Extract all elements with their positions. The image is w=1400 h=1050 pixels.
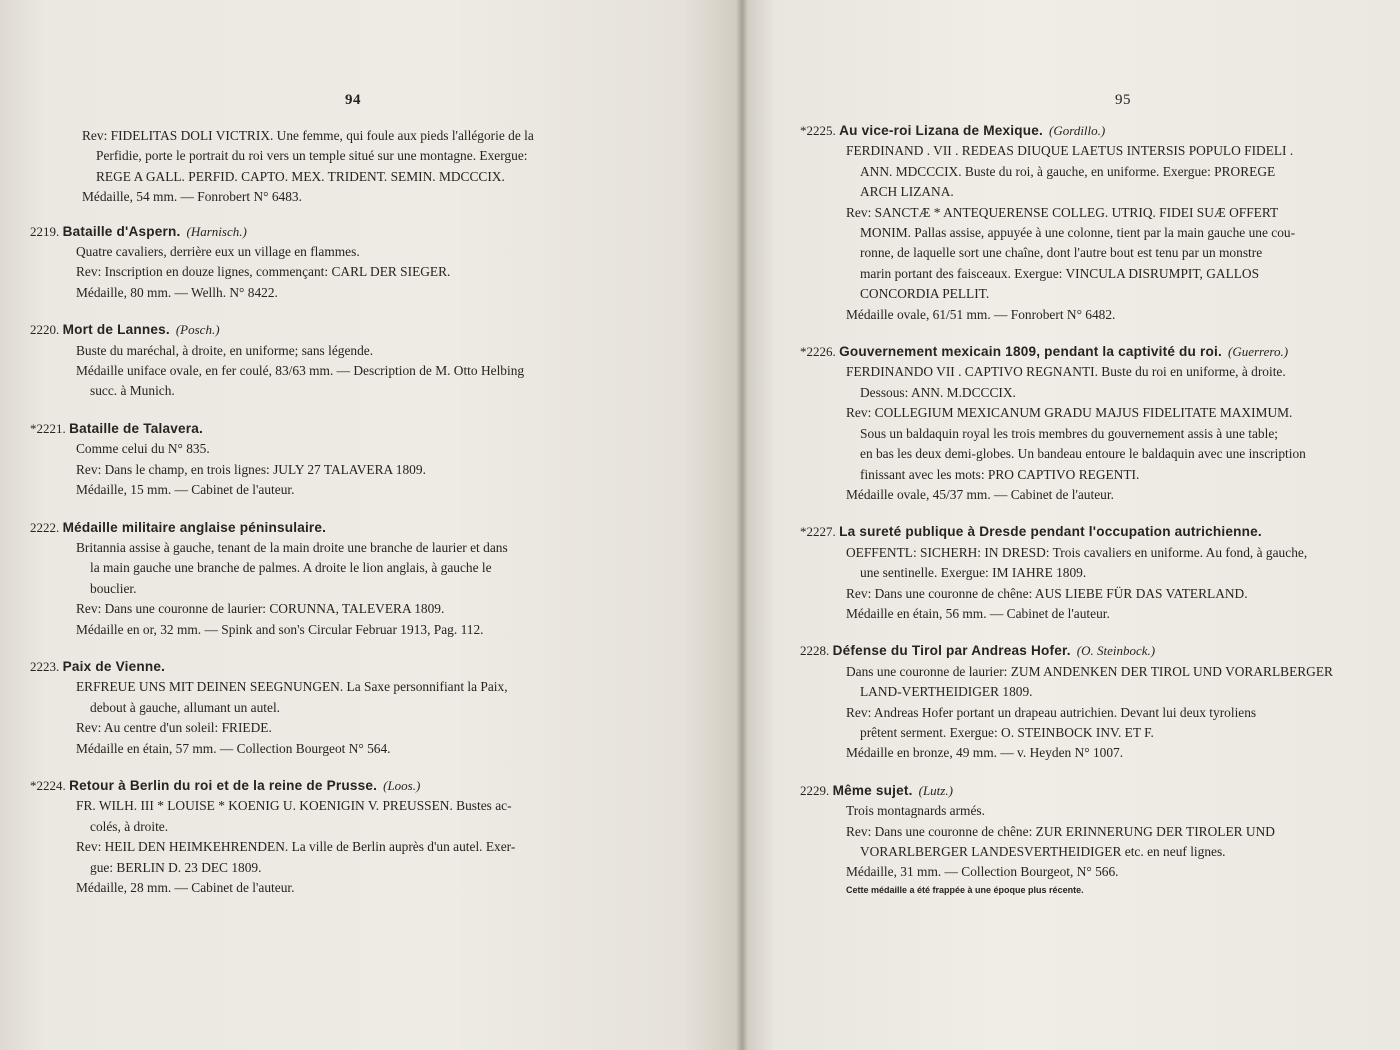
entry-number: *2227. — [800, 524, 836, 540]
entry-title: Mort de Lannes. — [62, 322, 170, 338]
text-line: colés, à droite. — [90, 818, 169, 834]
entry-body — [30, 796, 630, 898]
text-line: ronne, de laquelle sort une chaîne, dont l'autre bout est tenu par un monstre — [860, 245, 1263, 261]
entry-title: Retour à Berlin du roi et de la reine de Prusse. — [69, 777, 378, 793]
entry-heading — [30, 320, 630, 340]
catalog-entry — [30, 419, 630, 501]
entry-body — [30, 538, 630, 640]
catalog-entry — [30, 776, 630, 898]
entry-artist: (Harnisch.) — [186, 223, 247, 239]
text-line: Trois montagnards armés. — [846, 803, 985, 819]
entry-number: *2221. — [30, 420, 66, 436]
entry-heading — [30, 222, 630, 242]
text-line: Médaille, 31 mm. — Collection Bourgeot, N° 566. — [846, 864, 1119, 880]
text-line: ERFREUE UNS MIT DEINEN SEEGNUNGEN. La Saxe personnifiant la Paix, — [76, 679, 508, 695]
entry-heading — [800, 781, 1386, 801]
text-line: Médaille, 15 mm. — Cabinet de l'auteur. — [76, 482, 295, 498]
text-line: Dans une couronne de laurier: ZUM ANDENKEN DER TIROL UND VORARLBERGER — [846, 663, 1333, 679]
text-line: Rev: Dans une couronne de laurier: CORUNNA, TALEVERA 1809. — [76, 601, 445, 617]
entry-title: Au vice-roi Lizana de Mexique. — [839, 123, 1044, 138]
entry-body — [800, 801, 1386, 897]
entry-number: *2224. — [30, 777, 66, 793]
entry-title: Même sujet. — [832, 782, 913, 798]
entry-body — [800, 362, 1386, 505]
entry-artist: (Posch.) — [175, 322, 220, 338]
catalog-entry — [30, 518, 630, 640]
text-line: la main gauche une branche de palmes. A droite le lion anglais, à gauche le — [90, 560, 492, 576]
entry-number: 2220. — [30, 322, 60, 338]
text-line: Rev: FIDELITAS DOLI VICTRIX. Une femme, qui foule aux pieds l'allégorie de la — [82, 128, 534, 143]
entry-list — [30, 222, 630, 899]
catalog-entry — [800, 522, 1386, 624]
entry-heading — [800, 342, 1386, 362]
text-line: Rev: Andreas Hofer portant un drapeau autrichien. Devant lui deux tyroliens — [846, 704, 1257, 720]
catalog-entry — [30, 222, 630, 304]
entry-heading — [30, 518, 630, 538]
entry-artist: (Lutz.) — [918, 782, 953, 798]
text-line: prêtent serment. Exergue: O. STEINBOCK INV. ET F. — [860, 724, 1154, 740]
text-line: Britannia assise à gauche, tenant de la main droite une branche de laurier et dans — [76, 539, 508, 555]
entry-heading — [800, 641, 1386, 661]
catalog-entry — [30, 657, 630, 759]
entry-heading — [30, 419, 630, 439]
entry-heading — [30, 776, 630, 796]
entry-body — [30, 439, 630, 500]
page-number-right: 95 — [1115, 92, 1131, 108]
right-page-entries — [800, 121, 1386, 914]
entry-title: Paix de Vienne. — [62, 658, 166, 674]
entry-body — [30, 341, 630, 402]
entry-body — [800, 543, 1386, 625]
text-line: Buste du maréchal, à droite, en uniforme; sans légende. — [76, 342, 374, 358]
text-line: debout à gauche, allumant un autel. — [90, 699, 281, 715]
entry-title: Bataille d'Aspern. — [62, 223, 181, 239]
entry-artist: (O. Steinbock.) — [1076, 643, 1156, 659]
text-line: ANN. MDCCCIX. Buste du roi, à gauche, en uniforme. Exergue: PROREGE — [860, 163, 1276, 179]
text-line: REGE A GALL. PERFID. CAPTO. MEX. TRIDENT. SEMIN. MDCCCIX. — [96, 168, 505, 184]
text-line: Rev: Inscription en douze lignes, commençant: CARL DER SIEGER. — [76, 264, 451, 280]
text-line: Sous un baldaquin royal les trois membres du gouvernement assis à une table; — [860, 425, 1278, 441]
text-line: Rev: HEIL DEN HEIMKEHRENDEN. La ville de Berlin auprès d'un autel. Exer- — [76, 839, 516, 855]
entry-list — [800, 121, 1386, 897]
entry-number: *2225. — [800, 123, 836, 138]
text-line: succ. à Munich. — [90, 383, 175, 399]
text-line: finissant avec les mots: PRO CAPTIVO REGENTI. — [860, 466, 1140, 482]
text-line: en bas les deux demi-globes. Un bandeau entoure le baldaquin avec une inscription — [860, 446, 1306, 462]
entry-body — [800, 662, 1386, 764]
entry-title: Gouvernement mexicain 1809, pendant la captivité du roi. — [839, 344, 1222, 360]
entry-body — [30, 677, 630, 759]
text-line: Médaille en étain, 57 mm. — Collection Bourgeot N° 564. — [76, 740, 391, 756]
text-line: LAND-VERTHEIDIGER 1809. — [860, 684, 1033, 700]
page-number-left: 94 — [345, 92, 361, 108]
text-line: ARCH LIZANA. — [860, 184, 954, 200]
entry-heading — [30, 657, 630, 677]
text-line: CONCORDIA PELLIT. — [860, 286, 990, 302]
catalog-entry — [800, 781, 1386, 897]
text-line: Médaille en bronze, 49 mm. — v. Heyden N° 1007. — [846, 745, 1124, 761]
entry-number: 2228. — [800, 643, 830, 659]
text-line: Rev: Dans une couronne de chêne: AUS LIEBE FÜR DAS VATERLAND. — [846, 585, 1248, 601]
book-gutter — [736, 0, 748, 1050]
text-line: Dessous: ANN. M.DCCCIX. — [860, 384, 1016, 400]
text-line: Médaille ovale, 45/37 mm. — Cabinet de l'auteur. — [846, 486, 1114, 502]
entry-title: Bataille de Talavera. — [69, 420, 204, 436]
text-line: OEFFENTL: SICHERH: IN DRESD: Trois cavaliers en uniforme. Au fond, à gauche, — [846, 544, 1308, 560]
text-line: Médaille, 28 mm. — Cabinet de l'auteur. — [76, 880, 295, 895]
entry-artist: (Loos.) — [383, 777, 421, 793]
text-line: Rev: Dans le champ, en trois lignes: JULY 27 TALAVERA 1809. — [76, 461, 426, 477]
left-page-entries — [30, 126, 630, 915]
entry-heading — [800, 121, 1386, 141]
catalog-entry — [30, 320, 630, 402]
entry-number: 2223. — [30, 658, 60, 674]
text-line: Médaille en étain, 56 mm. — Cabinet de l'auteur. — [846, 605, 1110, 621]
text-line: Comme celui du N° 835. — [76, 441, 210, 457]
text-line: Rev: Au centre d'un soleil: FRIEDE. — [76, 720, 272, 736]
right-page — [742, 0, 1400, 1050]
entry-number: *2226. — [800, 344, 836, 360]
entry-body — [30, 242, 630, 303]
text-line: Quatre cavaliers, derrière eux un village en flammes. — [76, 244, 360, 260]
text-line: FERDINANDO VII . CAPTIVO REGNANTI. Buste du roi en uniforme, à droite. — [846, 364, 1286, 380]
catalog-entry — [800, 342, 1386, 505]
entry-artist: (Guerrero.) — [1228, 344, 1289, 360]
text-line: gue: BERLIN D. 23 DEC 1809. — [90, 859, 262, 875]
text-line: Médaille ovale, 61/51 mm. — Fonrobert N° 6482. — [846, 306, 1116, 322]
entry-title: Défense du Tirol par Andreas Hofer. — [832, 643, 1071, 659]
text-line: Perfidie, porte le portrait du roi vers un temple situé sur une montagne. Exergue: — [96, 148, 528, 164]
text-line: une sentinelle. Exergue: IM IAHRE 1809. — [860, 565, 1087, 581]
entry-title: La sureté publique à Dresde pendant l'occupation autrichienne. — [839, 524, 1262, 540]
entry-footnote: Cette médaille a été frappée à une époque plus récente. — [846, 884, 1084, 895]
entry-title: Médaille militaire anglaise péninsulaire. — [62, 519, 327, 535]
text-line: Médaille, 80 mm. — Wellh. N° 8422. — [76, 284, 278, 300]
text-line: Médaille, 54 mm. — Fonrobert N° 6483. — [82, 189, 302, 205]
entry-number: 2219. — [30, 223, 60, 239]
entry-body — [800, 141, 1386, 325]
text-line: Rev: Dans une couronne de chêne: ZUR ERINNERUNG DER TIROLER UND — [846, 823, 1275, 839]
continued-entry — [30, 126, 630, 208]
text-line: FR. WILH. III * LOUISE * KOENIG U. KOENIGIN V. PREUSSEN. Bustes ac- — [76, 798, 512, 814]
text-line: VORARLBERGER LANDESVERTHEIDIGER etc. en neuf lignes. — [860, 844, 1226, 859]
text-line: FERDINAND . VII . REDEAS DIUQUE LAETUS INTERSIS POPULO FIDELI . — [846, 143, 1294, 159]
catalog-entry — [800, 641, 1386, 763]
text-line: MONIM. Pallas assise, appuyée à une colonne, tient par la main gauche une cou- — [860, 225, 1296, 241]
entry-number: 2229. — [800, 782, 830, 798]
text-line: Rev: SANCTÆ * ANTEQUERENSE COLLEG. UTRIQ. FIDEI SUÆ OFFERT — [846, 204, 1279, 220]
text-line: Médaille uniface ovale, en fer coulé, 83/63 mm. — Description de M. Otto Helbing — [76, 363, 525, 379]
text-line: Médaille en or, 32 mm. — Spink and son's Circular Februar 1913, Pag. 112. — [76, 621, 484, 637]
entry-number: 2222. — [30, 519, 60, 535]
entry-heading — [800, 522, 1386, 542]
text-line: bouclier. — [90, 580, 137, 596]
entry-artist: (Gordillo.) — [1049, 123, 1106, 138]
catalog-entry — [800, 121, 1386, 325]
text-line: marin portant des faisceaux. Exergue: VINCULA DISRUMPIT, GALLOS — [860, 265, 1260, 281]
text-line: Rev: COLLEGIUM MEXICANUM GRADU MAJUS FIDELITATE MAXIMUM. — [846, 405, 1293, 421]
